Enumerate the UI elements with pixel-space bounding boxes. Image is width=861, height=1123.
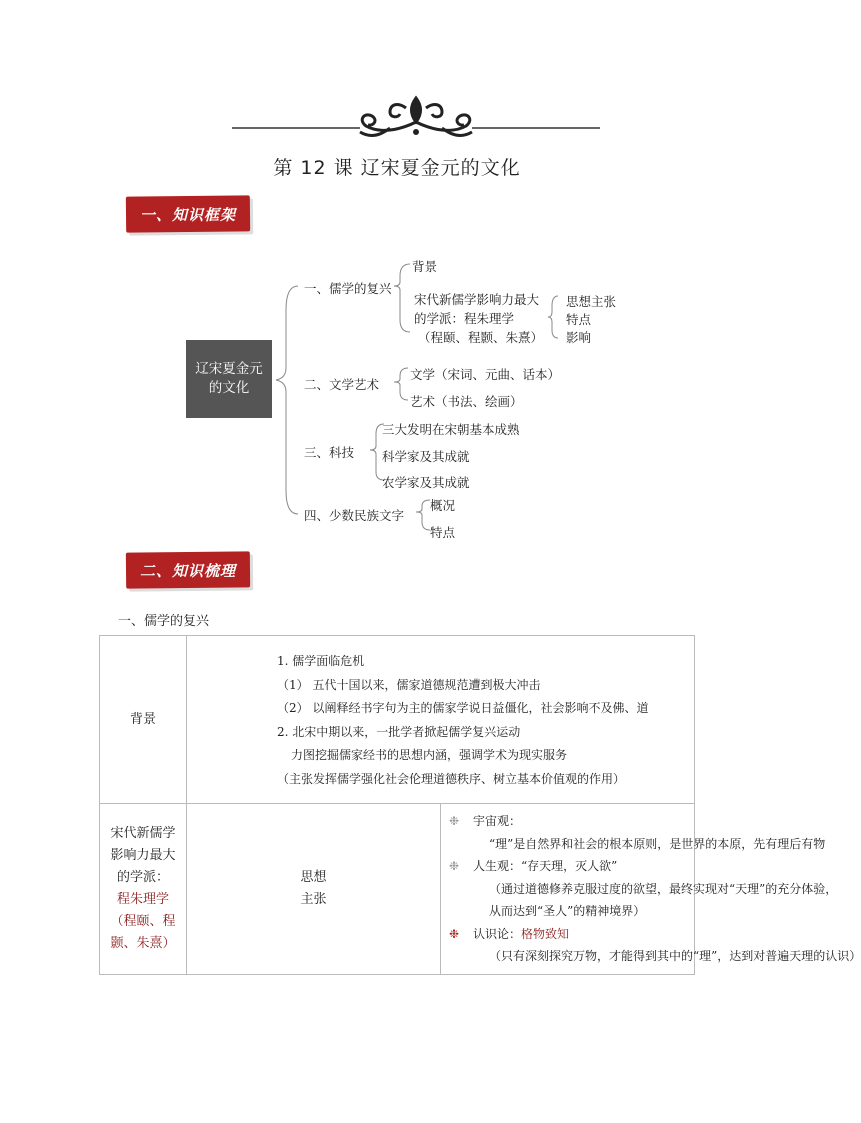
school-head-highlight: 程朱理学 bbox=[116, 891, 169, 907]
brace-b2 bbox=[394, 368, 408, 400]
epistemology-body: （只有深刻探究万物，才能得到其中的“理”，达到对普遍天理的认识） bbox=[489, 949, 861, 963]
table-row bbox=[100, 636, 695, 804]
row-subhead-ideas bbox=[187, 804, 441, 975]
mindmap-b3-inventions: 三大发明在宋朝基本成熟 bbox=[382, 422, 520, 437]
mindmap-b1-school-line2: 的学派：程朱理学 bbox=[414, 311, 515, 326]
mindmap-root bbox=[186, 340, 272, 418]
flower-bullet-icon: ❉ bbox=[449, 859, 460, 873]
title-ornament bbox=[230, 92, 602, 142]
review-table bbox=[99, 635, 861, 975]
ideas-content bbox=[441, 804, 861, 975]
banner-label: 二、知识梳理 bbox=[139, 562, 236, 580]
epistemology-label: 认识论： bbox=[473, 926, 522, 941]
school-head-line: 影响力最大 bbox=[110, 847, 176, 863]
table-row bbox=[100, 804, 695, 975]
lesson-title: 第 12 课 辽宋夏金元的文化 bbox=[273, 157, 521, 179]
section-subtitle: 一、儒学的复兴 bbox=[118, 614, 210, 629]
mindmap-branch-4: 四、少数民族文字 bbox=[304, 508, 405, 523]
bg-line-4: 2. 北宋中期以来，一批学者掀起儒学复兴运动 bbox=[277, 724, 521, 739]
mindmap-b1-sub-ideas: 思想主张 bbox=[566, 294, 617, 309]
row-head-label: 背景 bbox=[129, 711, 156, 727]
school-head-line: 的学派： bbox=[116, 869, 169, 885]
section-banner-review bbox=[126, 552, 250, 588]
mindmap-b2-literature: 文学（宋词、元曲、话本） bbox=[410, 367, 561, 382]
banner-label: 一、知识框架 bbox=[139, 206, 236, 224]
bg-line-6: （主张发挥儒学强化社会伦理道德秩序、树立基本价值观的作用） bbox=[277, 771, 626, 786]
bg-line-2: （1） 五代十国以来，儒家道德规范遭到极大冲击 bbox=[277, 677, 541, 692]
main-brace bbox=[276, 286, 298, 514]
subhead-line: 思想 bbox=[300, 869, 327, 885]
mindmap-b1-sub-traits: 特点 bbox=[566, 312, 592, 327]
cosmology-body: “理”是自然界和社会的根本原则，是世界的本原，先有理后有物 bbox=[489, 836, 826, 851]
mindmap-b4-overview: 概况 bbox=[430, 498, 456, 513]
brace-b4 bbox=[416, 500, 430, 530]
flower-bullet-icon: ❉ bbox=[449, 814, 460, 828]
life-view-body-2: 从而达到“圣人”的精神境界） bbox=[489, 904, 646, 918]
mindmap-b3-agronomists: 农学家及其成就 bbox=[382, 475, 470, 490]
mindmap-b1-sub-impact: 影响 bbox=[566, 330, 592, 345]
row-head-background bbox=[100, 636, 187, 804]
mindmap-b3-scientists: 科学家及其成就 bbox=[382, 449, 470, 464]
mindmap-b1-school-line1: 宋代新儒学影响力最大 bbox=[414, 292, 540, 307]
school-head-highlight: 颢、朱熹） bbox=[110, 935, 176, 951]
bg-line-1: 1. 儒学面临危机 bbox=[277, 654, 365, 668]
life-view-body-1: （通过道德修养克服过度的欲望，最终实现对“天理”的充分体验， bbox=[489, 881, 838, 896]
background-content bbox=[187, 636, 695, 804]
mindmap-branch-3: 三、科技 bbox=[304, 445, 355, 460]
brace-b1-sub bbox=[548, 296, 558, 338]
row-head-school bbox=[100, 804, 187, 975]
section-banner-framework bbox=[126, 196, 250, 232]
epistemology-value: 格物致知 bbox=[521, 926, 570, 941]
school-head-highlight: （程颐、程 bbox=[110, 913, 176, 929]
mindmap-b4-features: 特点 bbox=[430, 525, 456, 540]
mindmap-b1-background: 背景 bbox=[412, 259, 438, 274]
school-head-line: 宋代新儒学 bbox=[110, 825, 176, 841]
flower-bullet-icon: ❉ bbox=[449, 926, 460, 941]
brace-b1 bbox=[394, 264, 410, 332]
mindmap-branch-1: 一、儒学的复兴 bbox=[304, 281, 392, 296]
cosmology-label: 宇宙观： bbox=[473, 814, 522, 828]
bg-line-5: 力图挖掘儒家经书的思想内涵，强调学术为现实服务 bbox=[291, 748, 568, 762]
subhead-line: 主张 bbox=[300, 891, 327, 907]
mindmap-branch-2: 二、文学艺术 bbox=[304, 377, 380, 392]
bg-line-3: （2） 以阐释经书字句为主的儒家学说日益僵化，社会影响不及佛、道 bbox=[277, 701, 649, 715]
mindmap-b1-school-line3: （程颐、程颢、朱熹） bbox=[418, 330, 544, 345]
life-view-label: 人生观：“存天理，灭人欲” bbox=[473, 859, 618, 873]
mindmap-root-label: 辽宋夏金元的文化 bbox=[195, 361, 263, 396]
mindmap-b2-art: 艺术（书法、绘画） bbox=[410, 394, 523, 409]
